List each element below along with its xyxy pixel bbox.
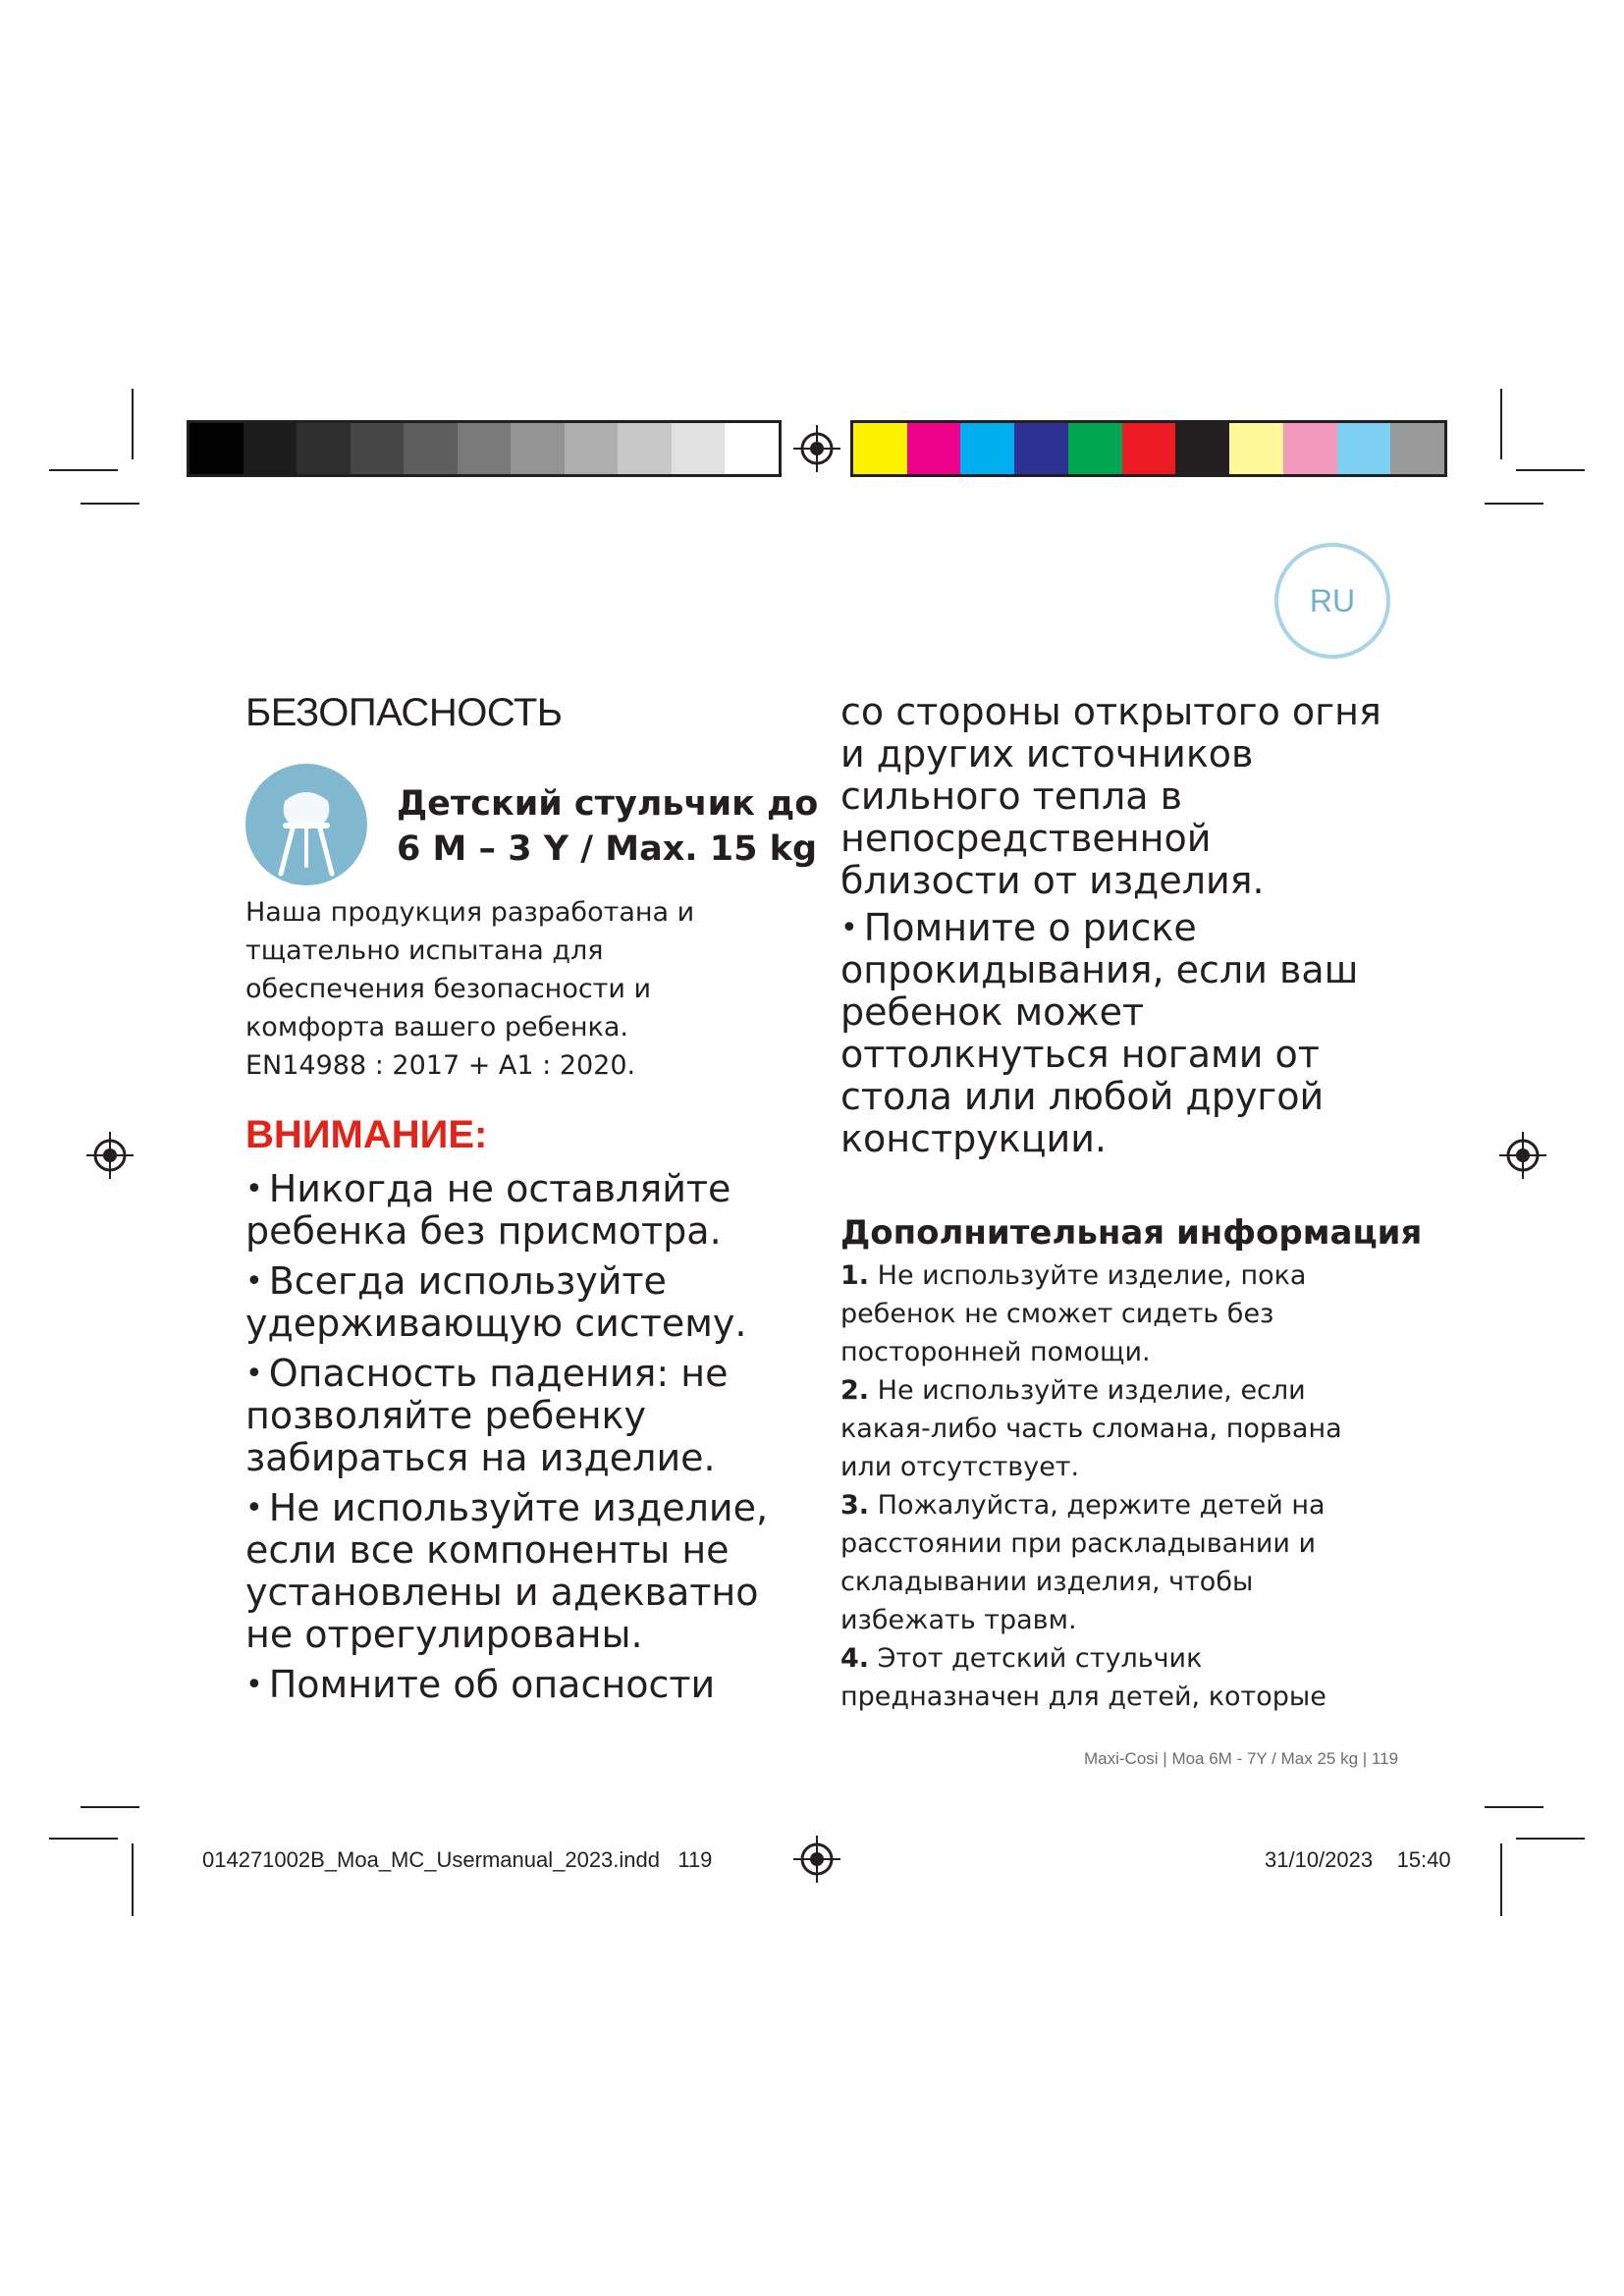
color-swatch	[725, 423, 779, 474]
slug-timestamp	[1265, 1847, 1451, 1873]
info-item: 1. Не используйте изделие, пока ребенок не сможет сидеть без посторонней помощи.	[840, 1260, 1307, 1367]
crop-mark	[1485, 503, 1543, 505]
registration-mark-icon	[793, 425, 840, 472]
gray-color-bar	[187, 420, 782, 477]
crop-mark	[49, 469, 118, 471]
registration-mark-icon	[86, 1132, 134, 1179]
color-swatch	[404, 423, 458, 474]
bullet-icon: •	[245, 1172, 263, 1206]
color-swatch	[907, 423, 961, 474]
color-swatch	[1122, 423, 1176, 474]
crop-mark	[1516, 469, 1585, 471]
info-item-number: 2.	[840, 1375, 870, 1406]
info-item: 2. Не используйте изделие, если какая-либо часть сломана, порвана или отсутствует.	[840, 1375, 1342, 1482]
crop-mark	[49, 1838, 118, 1840]
language-code: RU	[1309, 582, 1356, 618]
color-swatch	[351, 423, 405, 474]
bullet-icon: •	[245, 1357, 263, 1391]
footer-product: Moa 6M - 7Y / Max 25 kg	[1171, 1749, 1359, 1768]
color-swatch	[960, 423, 1014, 474]
highchair-icon	[245, 764, 367, 885]
color-swatch	[1337, 423, 1391, 474]
color-swatch	[565, 423, 619, 474]
footer-brand: Maxi-Cosi	[1084, 1749, 1159, 1768]
color-swatch	[511, 423, 565, 474]
footer-page-number: 119	[1371, 1749, 1399, 1768]
warning-item: • Никогда не оставляйте ребенка без присмотра.	[245, 1167, 731, 1253]
color-swatch	[189, 423, 244, 474]
crop-mark	[1485, 1806, 1543, 1808]
info-item-number: 4.	[840, 1643, 870, 1674]
warning-item: • Опасность падения: не позволяйте ребенку забираться на изделие.	[245, 1352, 729, 1479]
color-swatch	[853, 423, 907, 474]
color-swatch	[297, 423, 351, 474]
bullet-icon: •	[245, 1491, 263, 1525]
crop-mark	[81, 503, 139, 505]
warning-continued: со стороны открытого огня и других источников сильного тепла в непосредственной близости от изделия.	[840, 690, 1381, 902]
color-swatch	[1283, 423, 1337, 474]
product-title-line: 6 M – 3 Y / Max. 15 kg	[397, 829, 817, 869]
crop-mark	[132, 389, 134, 459]
crop-mark	[1500, 1843, 1502, 1916]
crop-mark	[1500, 389, 1502, 459]
warning-list-right	[840, 907, 1390, 1168]
info-item-number: 1.	[840, 1260, 870, 1291]
slug-filename: 014271002B_Moa_MC_Usermanual_2023.indd	[202, 1847, 660, 1872]
color-swatch	[1175, 423, 1229, 474]
color-swatch	[1068, 423, 1122, 474]
page-footer	[1084, 1749, 1398, 1769]
warning-heading: ВНИМАНИЕ:	[245, 1113, 488, 1156]
color-swatch	[672, 423, 726, 474]
registration-mark-icon	[793, 1836, 840, 1883]
bullet-icon: •	[245, 1668, 263, 1702]
info-item: 3. Пожалуйста, держите детей на расстоянии при раскладывании и складывании изделия, чтобы избежать травм.	[840, 1490, 1326, 1635]
product-title-line: Детский стульчик до	[397, 784, 819, 824]
color-swatch	[618, 423, 672, 474]
slug-date: 31/10/2023	[1265, 1847, 1374, 1872]
warning-list	[245, 1168, 776, 1714]
bullet-icon: •	[245, 1264, 263, 1299]
info-list	[840, 1256, 1371, 1716]
footer-divider: |	[1362, 1749, 1372, 1768]
warning-item: • Всегда используйте удерживающую систему.	[245, 1259, 747, 1345]
bullet-icon: •	[840, 911, 858, 945]
registration-mark-icon	[1499, 1132, 1546, 1179]
crop-mark	[81, 1806, 139, 1808]
info-item-number: 3.	[840, 1490, 870, 1521]
color-swatch	[1014, 423, 1068, 474]
process-color-bar	[850, 420, 1447, 477]
language-badge	[1274, 543, 1390, 659]
section-title: БЕЗОПАСНОСТЬ	[245, 691, 563, 734]
warning-item: • Помните о риске опрокидывания, если ваш ребенок может оттолкнуться ногами от стола или любой другой конструкции.	[840, 906, 1359, 1160]
footer-divider: |	[1163, 1749, 1172, 1768]
slug-time: 15:40	[1396, 1847, 1451, 1872]
color-swatch	[1390, 423, 1444, 474]
info-item: 4. Этот детский стульчик предназначен для детей, которые	[840, 1643, 1326, 1712]
slug-file	[202, 1847, 712, 1873]
color-swatch	[244, 423, 298, 474]
crop-mark	[1516, 1838, 1585, 1840]
crop-mark	[132, 1843, 134, 1916]
color-swatch	[458, 423, 512, 474]
intro-text: Наша продукция разработана и тщательно испытана для обеспечения безопасности и комфорта вашего ребенка. EN14988 : 2017 + A1 : 2020.	[245, 897, 695, 1081]
color-swatch	[1229, 423, 1283, 474]
warning-item: • Помните об опасности	[245, 1663, 716, 1706]
info-heading: Дополнительная информация	[840, 1213, 1423, 1253]
product-title	[397, 781, 818, 872]
warning-item: • Не используйте изделие, если все компоненты не установлены и адекватно не отрегулированы.	[245, 1486, 769, 1656]
slug-page: 119	[677, 1847, 713, 1872]
